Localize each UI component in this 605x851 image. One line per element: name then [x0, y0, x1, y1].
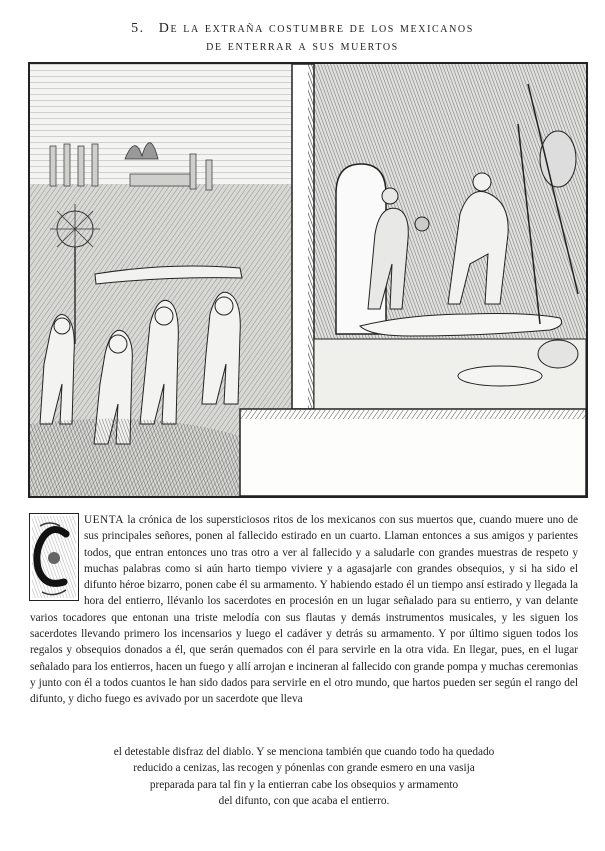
chapter-title-line-2: de enterrar a sus muertos — [206, 39, 399, 54]
initial-spacer — [30, 512, 84, 600]
engraving-burial-ceremony-illustration — [28, 62, 588, 498]
closing-line-1: el detestable disfraz del diablo. Y se menciona también que cuando todo ha quedado — [113, 746, 495, 758]
chapter-number: 5. — [131, 21, 145, 36]
chapter-title-text-1: De la extraña costumbre de los mexicanos — [158, 21, 474, 36]
body-text: la crónica de los supersticiosos ritos de los mexicanos con sus muertos que, cuando muere uno de sus principales señores, ponen al fallecido estirado en un cuarto. Llaman entonces a sus amigos y parientes todos, que entran entonces uno tras otro a ver al fallecido y a saludarle con grandes muestras de respeto y muchas palabras como si aún harto tiempo viviere y a agasajarle con grandes obsequios, y si ha sido el difunto héroe bizarro, ponen cabe él su armamento. Y habiendo estado él un tiempo ansí estirado y llegada la hora del entierro, llévanlo los sacerdotes en procesión en un lugar señalado para su entierro, y van delante varios tocadores que entonan una triste melodía con sus flautas y demás instrumentos musicales, y les siguen los sacerdotes llevando primero los incensarios y luego el cadáver y detrás su armamento. Y por último siguen todos los regalos y obsequios donados a él, que serán quemados con él para servirle en la otra vida. En llegar, pues, en el lugar señalado para los entierros, hacen un fuego y allí arrojan e incineran al fallecido con grande pompa y muchas ceremonias y junto con él a todos cuantos le han sido dados para servirle en el otro mundo, que hartos pueden ser según el rango del difunto, y dicho fuego es avivado por un sacerdote que lleva — [30, 514, 578, 706]
closing-lines — [30, 744, 578, 809]
closing-line-4: del difunto, con que acaba el entierro. — [218, 794, 390, 807]
closing-line-2: reducido a cenizas, las recogen y pónenlas con grande esmero en una vasija — [133, 762, 475, 775]
closing-line-3: preparada para tal fin y la entierran cabe los obsequios y armamento — [149, 778, 459, 791]
body-lead-word: UENTA — [84, 514, 124, 526]
chapter-title-line-1 — [0, 20, 605, 38]
chapter-title — [0, 20, 605, 56]
body-paragraph — [30, 512, 578, 708]
